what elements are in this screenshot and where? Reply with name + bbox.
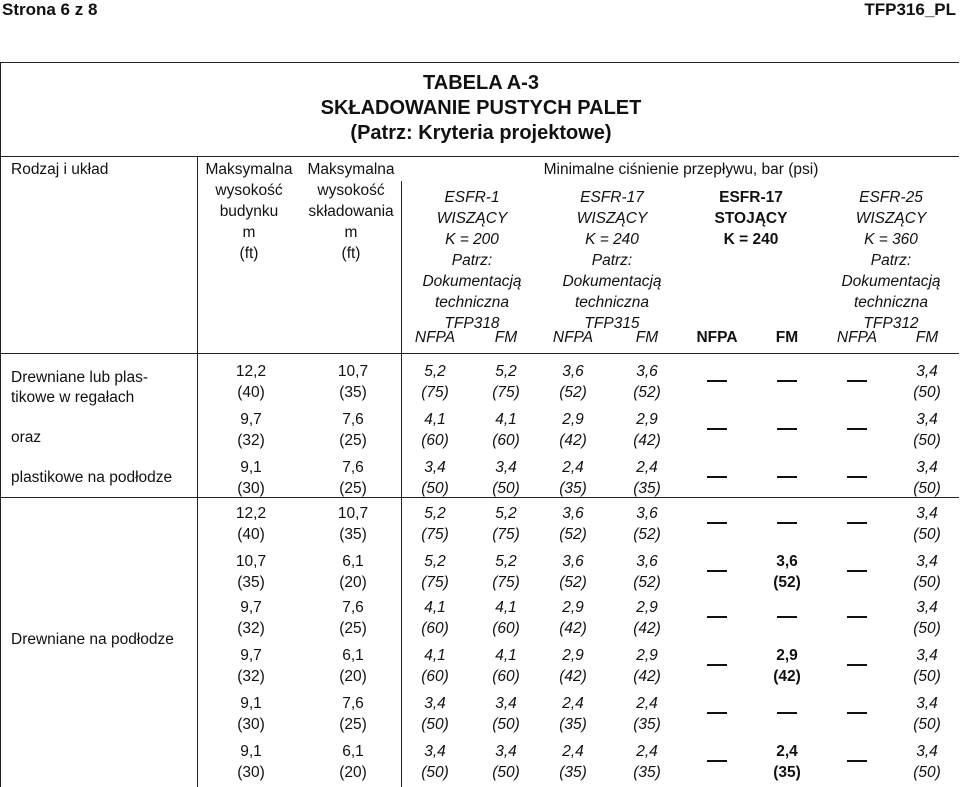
group-label-line: oraz: [11, 429, 42, 446]
cell-line: 3,6: [562, 363, 584, 380]
cell-line: (42): [559, 668, 587, 685]
cell-line: 7,6: [342, 599, 364, 616]
cell-pressure: [893, 693, 960, 735]
cell-line: 2,9: [562, 411, 584, 428]
cell-pressure: [401, 597, 469, 639]
cell-pressure: [613, 693, 681, 735]
cell-line: 9,7: [240, 647, 262, 664]
cell-pressure: [893, 361, 960, 403]
cell-pressure: [613, 551, 681, 593]
dash-not-applicable: [847, 522, 867, 524]
cell-pressure: [613, 503, 681, 545]
cell-line: 5,2: [495, 553, 517, 570]
cell-line: 3,6: [636, 363, 658, 380]
sprinkler-header-line: K = 240: [723, 231, 779, 248]
cell-storage-height: [311, 645, 395, 687]
cell-storage-height: [311, 409, 395, 451]
cell-building-height: [209, 597, 293, 639]
cell-line: (25): [339, 432, 367, 449]
cell-line: 2,9: [636, 599, 658, 616]
cell-line: 6,1: [342, 647, 364, 664]
cell-building-height: [209, 741, 293, 783]
cell-pressure: [472, 361, 540, 403]
cell-line: (20): [339, 574, 367, 591]
cell-line: (75): [492, 384, 520, 401]
cell-line: (42): [633, 668, 661, 685]
sprinkler-header-line: TFP315: [584, 315, 640, 332]
subheader-fm: FM: [775, 329, 799, 346]
cell-pressure: [539, 551, 607, 593]
cell-line: (32): [237, 432, 265, 449]
cell-line: (25): [339, 480, 367, 497]
cell-line: (60): [492, 432, 520, 449]
cell-line: 3,6: [636, 505, 658, 522]
cell-line: 5,2: [424, 505, 446, 522]
cell-line: (25): [339, 716, 367, 733]
cell-line: 10,7: [235, 553, 267, 570]
cell-line: 2,9: [636, 647, 658, 664]
cell-pressure: [893, 597, 960, 639]
cell-pressure: [401, 409, 469, 451]
cell-line: (50): [913, 480, 941, 497]
cell-line: 3,6: [636, 553, 658, 570]
cell-pressure: [753, 645, 821, 687]
cell-pressure: [613, 457, 681, 499]
cell-line: 3,4: [916, 743, 938, 760]
cell-line: (75): [421, 384, 449, 401]
dash-not-applicable: [847, 664, 867, 666]
cell-line: 9,7: [240, 599, 262, 616]
cell-line: 2,4: [636, 459, 658, 476]
cell-pressure: [401, 457, 469, 499]
cell-pressure: [613, 361, 681, 403]
cell-building-height: [209, 503, 293, 545]
cell-line: 9,7: [240, 411, 262, 428]
cell-pressure: [753, 741, 821, 783]
subheader-fm: FM: [915, 329, 939, 346]
group-label-line: plastikowe na podłodze: [11, 469, 173, 486]
cell-line: 3,4: [916, 599, 938, 616]
cell-pressure: [472, 645, 540, 687]
cell-line: (50): [492, 480, 520, 497]
cell-line: (52): [773, 574, 801, 591]
cell-building-height: [209, 409, 293, 451]
cell-line: 7,6: [342, 459, 364, 476]
subheader-nfpa: NFPA: [414, 329, 456, 346]
cell-line: 3,4: [424, 695, 446, 712]
cell-line: (35): [339, 384, 367, 401]
cell-pressure: [893, 503, 960, 545]
cell-line: 3,4: [916, 695, 938, 712]
cell-line: (42): [559, 432, 587, 449]
cell-pressure: [539, 597, 607, 639]
header-line: m: [344, 224, 358, 241]
cell-line: (20): [339, 668, 367, 685]
cell-line: (50): [913, 620, 941, 637]
cell-line: (40): [237, 384, 265, 401]
sprinkler-header-line: STOJĄCY: [714, 210, 788, 227]
cell-line: (60): [421, 432, 449, 449]
cell-pressure: [539, 645, 607, 687]
cell-line: 3,4: [424, 459, 446, 476]
cell-pressure: [539, 361, 607, 403]
cell-line: (42): [773, 668, 801, 685]
dash-not-applicable: [707, 712, 727, 714]
document-code: TFP316_PL: [864, 0, 956, 19]
cell-storage-height: [311, 693, 395, 735]
cell-pressure: [401, 741, 469, 783]
sprinkler-header-line: K = 240: [585, 231, 639, 248]
cell-line: (75): [421, 526, 449, 543]
cell-line: (42): [633, 620, 661, 637]
subheader-fm: FM: [494, 329, 518, 346]
cell-line: (35): [633, 764, 661, 781]
cell-line: 7,6: [342, 411, 364, 428]
cell-line: 10,7: [337, 505, 369, 522]
cell-line: 2,4: [776, 743, 798, 760]
cell-pressure: [472, 741, 540, 783]
dash-not-applicable: [847, 428, 867, 430]
cell-line: (35): [559, 480, 587, 497]
cell-building-height: [209, 645, 293, 687]
table-rule: [1, 353, 959, 354]
dash-not-applicable: [847, 760, 867, 762]
title-line-3: (Patrz: Kryteria projektowe): [350, 122, 612, 144]
cell-line: 4,1: [424, 599, 446, 616]
cell-line: (52): [559, 526, 587, 543]
cell-pressure: [893, 457, 960, 499]
cell-pressure: [613, 645, 681, 687]
cell-line: 5,2: [495, 363, 517, 380]
cell-line: (32): [237, 620, 265, 637]
cell-line: 3,4: [495, 743, 517, 760]
cell-building-height: [209, 693, 293, 735]
header-line: wysokość: [317, 182, 385, 199]
cell-line: 2,9: [636, 411, 658, 428]
cell-pressure: [753, 551, 821, 593]
cell-pressure: [539, 741, 607, 783]
cell-pressure: [613, 409, 681, 451]
cell-line: (40): [237, 526, 265, 543]
cell-line: 3,4: [424, 743, 446, 760]
title-line-2: SKŁADOWANIE PUSTYCH PALET: [320, 97, 642, 119]
sprinkler-header-line: K = 360: [864, 231, 918, 248]
column-header-pressure: Minimalne ciśnienie przepływu, bar (psi): [543, 161, 819, 178]
cell-storage-height: [311, 551, 395, 593]
cell-line: 3,6: [776, 553, 798, 570]
cell-line: (35): [773, 764, 801, 781]
header-line: wysokość: [215, 182, 283, 199]
sprinkler-header-line: ESFR-25: [859, 189, 923, 206]
sprinkler-header-line: Dokumentacją: [841, 273, 941, 290]
sprinkler-header-line: Dokumentacją: [422, 273, 522, 290]
cell-line: (52): [633, 384, 661, 401]
cell-pressure: [472, 597, 540, 639]
dash-not-applicable: [777, 428, 797, 430]
sprinkler-header-3: [681, 187, 821, 250]
dash-not-applicable: [777, 616, 797, 618]
cell-line: (50): [913, 526, 941, 543]
cell-line: 2,4: [562, 459, 584, 476]
title-line-1: TABELA A-3: [423, 72, 539, 94]
cell-line: (35): [559, 764, 587, 781]
cell-line: 3,4: [916, 505, 938, 522]
cell-line: (35): [633, 480, 661, 497]
cell-line: (35): [633, 716, 661, 733]
dash-not-applicable: [707, 428, 727, 430]
cell-pressure: [401, 693, 469, 735]
cell-line: (52): [559, 574, 587, 591]
subheader-nfpa: NFPA: [836, 329, 878, 346]
cell-pressure: [539, 503, 607, 545]
cell-line: 12,2: [235, 363, 267, 380]
cell-line: (50): [492, 764, 520, 781]
cell-line: (50): [913, 764, 941, 781]
cell-line: 9,1: [240, 459, 262, 476]
cell-line: 2,4: [562, 695, 584, 712]
cell-line: (30): [237, 716, 265, 733]
cell-line: (30): [237, 480, 265, 497]
cell-line: (60): [492, 668, 520, 685]
cell-line: (52): [633, 574, 661, 591]
cell-line: (50): [913, 668, 941, 685]
sprinkler-header-line: ESFR-17: [719, 189, 783, 206]
cell-line: (20): [339, 764, 367, 781]
sprinkler-header-line: WISZĄCY: [855, 210, 927, 227]
sprinkler-header-line: TFP312: [863, 315, 919, 332]
cell-line: (42): [633, 432, 661, 449]
cell-line: 3,6: [562, 553, 584, 570]
group-label-line: Drewniane na podłodze: [11, 631, 174, 648]
cell-storage-height: [311, 361, 395, 403]
dash-not-applicable: [707, 570, 727, 572]
cell-line: 3,4: [916, 459, 938, 476]
sprinkler-header-line: Dokumentacją: [562, 273, 662, 290]
subheader-nfpa: NFPA: [552, 329, 594, 346]
group-label-line: tikowe w regałach: [11, 389, 135, 406]
sprinkler-header-line: ESFR-17: [580, 189, 644, 206]
table-rule: [197, 156, 198, 787]
cell-pressure: [472, 503, 540, 545]
cell-line: 6,1: [342, 553, 364, 570]
column-header-storage-height: [299, 159, 403, 264]
cell-line: (60): [421, 620, 449, 637]
cell-line: 3,4: [495, 459, 517, 476]
sprinkler-header-4: [821, 187, 960, 334]
cell-line: (30): [237, 764, 265, 781]
dash-not-applicable: [777, 380, 797, 382]
cell-pressure: [893, 741, 960, 783]
dash-not-applicable: [847, 380, 867, 382]
header-line: budynku: [219, 203, 279, 220]
cell-building-height: [209, 361, 293, 403]
cell-pressure: [539, 457, 607, 499]
cell-line: 10,7: [337, 363, 369, 380]
cell-line: 5,2: [424, 363, 446, 380]
cell-pressure: [401, 551, 469, 593]
dash-not-applicable: [707, 476, 727, 478]
cell-line: (32): [237, 668, 265, 685]
cell-line: 5,2: [424, 553, 446, 570]
column-header-type: Rodzaj i układ: [11, 161, 109, 178]
header-line: Maksymalna: [205, 161, 293, 178]
cell-storage-height: [311, 597, 395, 639]
cell-line: (75): [492, 526, 520, 543]
header-line: (ft): [239, 245, 259, 262]
sprinkler-header-line: techniczna: [574, 294, 650, 311]
dash-not-applicable: [707, 616, 727, 618]
cell-pressure: [539, 409, 607, 451]
cell-line: 4,1: [495, 599, 517, 616]
cell-line: 4,1: [495, 647, 517, 664]
cell-line: 3,4: [495, 695, 517, 712]
column-header-building-height: [199, 159, 299, 264]
group-label-line: Drewniane lub plas-: [11, 369, 148, 386]
cell-pressure: [613, 597, 681, 639]
cell-line: (25): [339, 620, 367, 637]
cell-pressure: [472, 457, 540, 499]
cell-line: (50): [492, 716, 520, 733]
cell-line: 3,6: [562, 505, 584, 522]
cell-line: 5,2: [495, 505, 517, 522]
cell-line: (35): [339, 526, 367, 543]
dash-not-applicable: [847, 570, 867, 572]
table-rule: [1, 156, 959, 157]
cell-line: 4,1: [424, 411, 446, 428]
cell-line: 2,4: [636, 743, 658, 760]
cell-line: (50): [913, 574, 941, 591]
subheader-nfpa: NFPA: [696, 329, 738, 346]
cell-line: (50): [421, 480, 449, 497]
dash-not-applicable: [777, 476, 797, 478]
sprinkler-header-line: Patrz:: [451, 252, 493, 269]
cell-line: (75): [492, 574, 520, 591]
sprinkler-header-line: K = 200: [445, 231, 499, 248]
cell-line: 4,1: [495, 411, 517, 428]
cell-line: 2,9: [562, 647, 584, 664]
cell-line: (50): [421, 764, 449, 781]
table-a3: [0, 62, 959, 787]
cell-pressure: [401, 503, 469, 545]
cell-line: 4,1: [424, 647, 446, 664]
cell-storage-height: [311, 457, 395, 499]
dash-not-applicable: [777, 522, 797, 524]
cell-pressure: [472, 551, 540, 593]
sprinkler-header-line: ESFR-1: [444, 189, 500, 206]
cell-line: (35): [559, 716, 587, 733]
cell-line: (52): [559, 384, 587, 401]
cell-line: (75): [421, 574, 449, 591]
cell-pressure: [401, 361, 469, 403]
cell-line: 2,4: [636, 695, 658, 712]
subheader-fm: FM: [635, 329, 659, 346]
table-title: [1, 71, 960, 146]
sprinkler-header-line: techniczna: [853, 294, 929, 311]
cell-line: 3,4: [916, 411, 938, 428]
sprinkler-header-line: WISZĄCY: [436, 210, 508, 227]
cell-line: (52): [633, 526, 661, 543]
cell-pressure: [401, 645, 469, 687]
header-line: składowania: [308, 203, 394, 220]
cell-line: 2,9: [776, 647, 798, 664]
dash-not-applicable: [707, 522, 727, 524]
cell-pressure: [613, 741, 681, 783]
cell-line: 6,1: [342, 743, 364, 760]
cell-line: (60): [492, 620, 520, 637]
cell-line: 3,4: [916, 553, 938, 570]
cell-line: 3,4: [916, 647, 938, 664]
cell-pressure: [472, 409, 540, 451]
dash-not-applicable: [707, 380, 727, 382]
cell-building-height: [209, 457, 293, 499]
cell-line: (50): [421, 716, 449, 733]
cell-pressure: [893, 645, 960, 687]
page-number: Strona 6 z 8: [2, 0, 98, 19]
sprinkler-header-2: [543, 187, 681, 334]
cell-line: (60): [421, 668, 449, 685]
cell-storage-height: [311, 741, 395, 783]
header-line: Maksymalna: [307, 161, 395, 178]
header-line: m: [242, 224, 256, 241]
cell-line: (42): [559, 620, 587, 637]
cell-line: 9,1: [240, 695, 262, 712]
dash-not-applicable: [707, 760, 727, 762]
cell-pressure: [893, 409, 960, 451]
cell-storage-height: [311, 503, 395, 545]
cell-pressure: [539, 693, 607, 735]
sprinkler-header-line: techniczna: [434, 294, 510, 311]
sprinkler-header-1: [401, 187, 543, 334]
cell-building-height: [209, 551, 293, 593]
dash-not-applicable: [847, 712, 867, 714]
cell-line: (50): [913, 384, 941, 401]
sprinkler-header-line: WISZĄCY: [576, 210, 648, 227]
sprinkler-header-line: TFP318: [444, 315, 500, 332]
cell-line: (35): [237, 574, 265, 591]
sprinkler-header-line: Patrz:: [870, 252, 912, 269]
cell-line: 12,2: [235, 505, 267, 522]
cell-pressure: [472, 693, 540, 735]
header-line: (ft): [341, 245, 361, 262]
cell-line: 2,4: [562, 743, 584, 760]
cell-pressure: [893, 551, 960, 593]
cell-line: 9,1: [240, 743, 262, 760]
sprinkler-header-line: Patrz:: [591, 252, 633, 269]
cell-line: 2,9: [562, 599, 584, 616]
dash-not-applicable: [707, 664, 727, 666]
dash-not-applicable: [847, 476, 867, 478]
dash-not-applicable: [847, 616, 867, 618]
cell-line: 7,6: [342, 695, 364, 712]
cell-line: 3,4: [916, 363, 938, 380]
cell-line: (50): [913, 716, 941, 733]
dash-not-applicable: [777, 712, 797, 714]
cell-line: (50): [913, 432, 941, 449]
